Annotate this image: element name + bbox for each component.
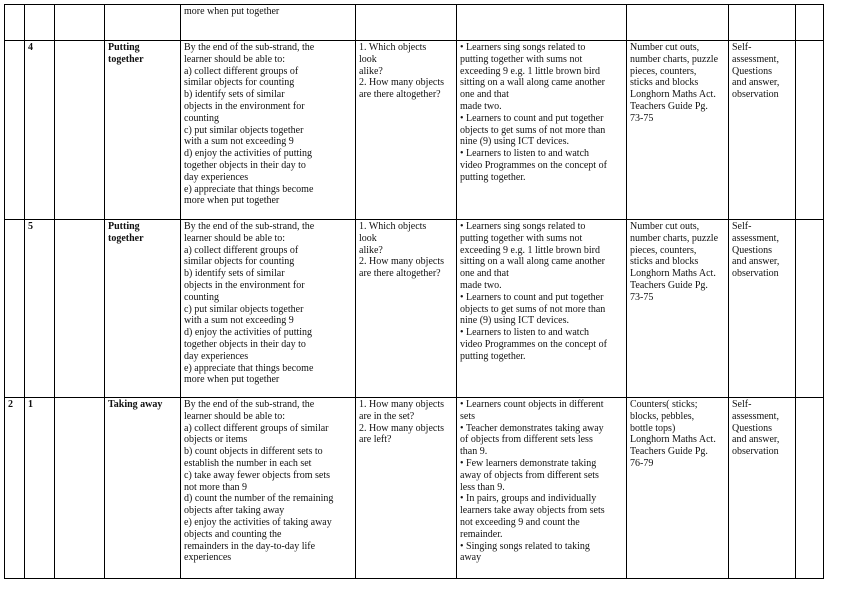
week-cell: 2 bbox=[5, 398, 25, 579]
strand-cell bbox=[55, 220, 105, 398]
week-cell bbox=[5, 220, 25, 398]
sub-strand-cell: Putting together bbox=[105, 41, 181, 220]
learning-experiences-cell bbox=[457, 5, 627, 41]
reflection-cell bbox=[796, 398, 824, 579]
lesson-cell bbox=[25, 5, 55, 41]
lesson-cell: 1 bbox=[25, 398, 55, 579]
strand-cell bbox=[55, 398, 105, 579]
table-row bbox=[5, 41, 824, 220]
strand-cell bbox=[55, 41, 105, 220]
reflection-cell bbox=[796, 5, 824, 41]
learning-outcomes-cell: By the end of the sub-strand, the learner should be able to: a) collect different groups of similar objects for counting b) identify sets of similar objects in the environment for counting c) put similar objects together with a sum not exceeding 9 d) enjoy the activities of putting together objects in their day to day experiences e) appreciate that things become more when put together bbox=[181, 41, 356, 220]
learning-experiences-cell: • Learners sing songs related to putting together with sums not exceeding 9 e.g. 1 little brown bird sitting on a wall along came another one and that made two. • Learners to count and put together objects to get sums of not more than nine (9) using ICT devices. • Learners to listen to and watch video Programmes on the concept of putting together. bbox=[457, 41, 627, 220]
table-row bbox=[5, 220, 824, 398]
week-cell bbox=[5, 41, 25, 220]
learning-experiences-cell: • Learners count objects in different sets • Teacher demonstrates taking away of objects from different sets less than 9. • Few learners demonstrate taking away of objects from different sets less than 9. • In pairs, groups and individually learners take away objects from sets not exceeding 9 and count the remainder. • Singing songs related to taking away bbox=[457, 398, 627, 579]
sub-strand-cell: Taking away bbox=[105, 398, 181, 579]
lesson-cell: 4 bbox=[25, 41, 55, 220]
lesson-cell: 5 bbox=[25, 220, 55, 398]
resources-cell: Number cut outs, number charts, puzzle pieces, counters, sticks and blocks Longhorn Maths Act. Teachers Guide Pg. 73-75 bbox=[627, 220, 729, 398]
inquiry-questions-cell: 1. How many objects are in the set? 2. How many objects are left? bbox=[356, 398, 457, 579]
inquiry-questions-cell bbox=[356, 5, 457, 41]
resources-cell: Counters( sticks; blocks, pebbles, bottle tops) Longhorn Maths Act. Teachers Guide Pg. 76-79 bbox=[627, 398, 729, 579]
learning-outcomes-cell: more when put together bbox=[181, 5, 356, 41]
learning-outcomes-cell: By the end of the sub-strand, the learner should be able to: a) collect different groups of similar objects or items b) count objects in different sets to establish the number in each set c) take away fewer objects from sets not more than 9 d) count the number of the remaining objects after taking away e) enjoy the activities of taking away objects and counting the remainders in the day-to-day life experiences bbox=[181, 398, 356, 579]
inquiry-questions-cell: 1. Which objects look alike? 2. How many objects are there altogether? bbox=[356, 41, 457, 220]
resources-cell bbox=[627, 5, 729, 41]
assessment-cell: Self- assessment, Questions and answer, observation bbox=[729, 41, 796, 220]
learning-experiences-cell: • Learners sing songs related to putting together with sums not exceeding 9 e.g. 1 little brown bird sitting on a wall along came another one and that made two. • Learners to count and put together objects to get sums of not more than nine (9) using ICT devices. • Learners to listen to and watch video Programmes on the concept of putting together. bbox=[457, 220, 627, 398]
reflection-cell bbox=[796, 220, 824, 398]
table-row bbox=[5, 398, 824, 579]
learning-outcomes-cell: By the end of the sub-strand, the learner should be able to: a) collect different groups of similar objects for counting b) identify sets of similar objects in the environment for counting c) put similar objects together with a sum not exceeding 9 d) enjoy the activities of putting together objects in their day to day experiences e) appreciate that things become more when put together bbox=[181, 220, 356, 398]
sub-strand-cell bbox=[105, 5, 181, 41]
scheme-of-work-table bbox=[4, 4, 824, 579]
table-row bbox=[5, 5, 824, 41]
assessment-cell: Self- assessment, Questions and answer, observation bbox=[729, 398, 796, 579]
assessment-cell: Self- assessment, Questions and answer, observation bbox=[729, 220, 796, 398]
assessment-cell bbox=[729, 5, 796, 41]
strand-cell bbox=[55, 5, 105, 41]
sub-strand-cell: Putting together bbox=[105, 220, 181, 398]
week-cell bbox=[5, 5, 25, 41]
reflection-cell bbox=[796, 41, 824, 220]
inquiry-questions-cell: 1. Which objects look alike? 2. How many objects are there altogether? bbox=[356, 220, 457, 398]
resources-cell: Number cut outs, number charts, puzzle pieces, counters, sticks and blocks Longhorn Maths Act. Teachers Guide Pg. 73-75 bbox=[627, 41, 729, 220]
